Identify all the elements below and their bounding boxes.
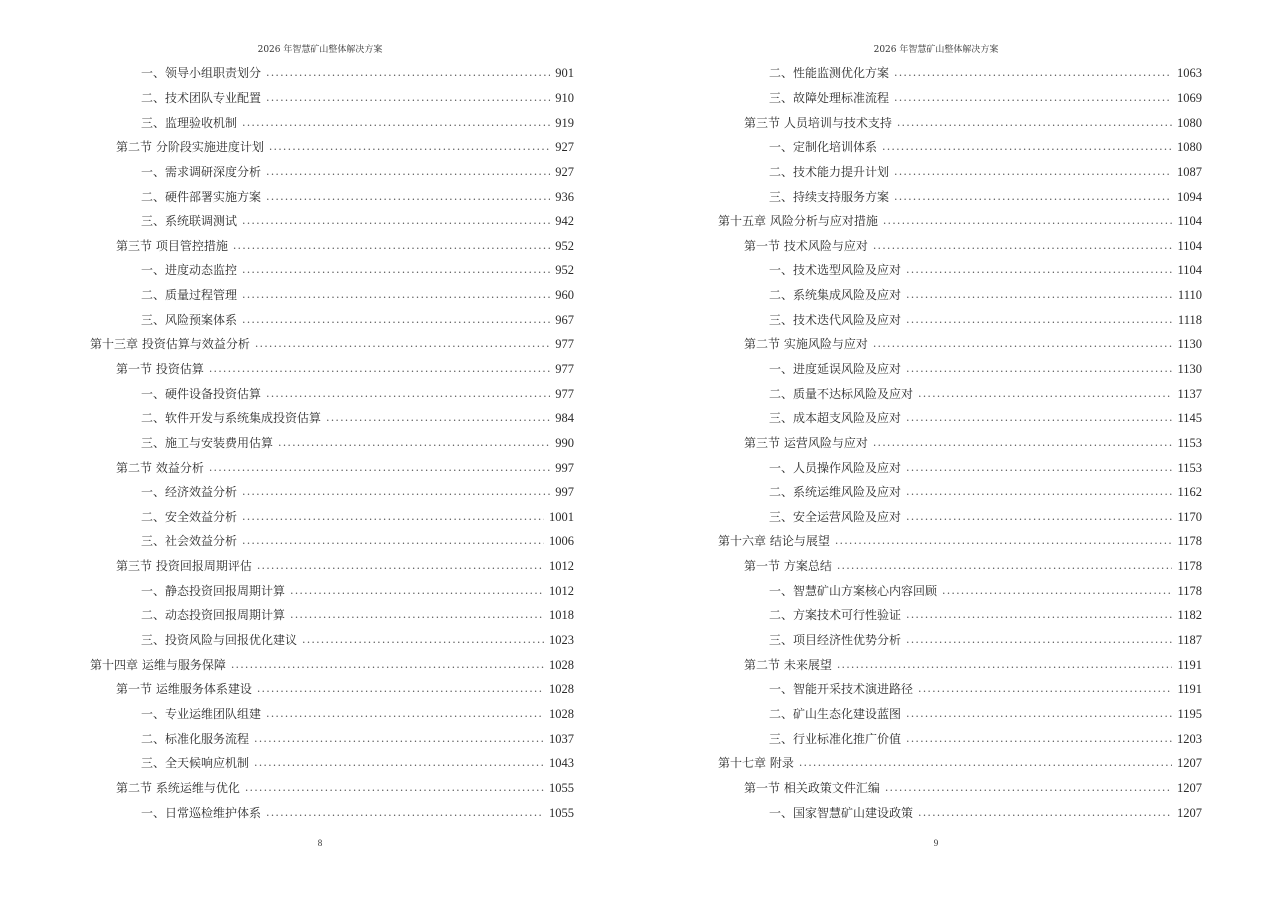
toc-leader-dots xyxy=(326,411,550,425)
toc-entry-title: 第十六章 结论与展望 xyxy=(718,534,830,549)
toc-leader-dots xyxy=(835,534,1173,548)
toc-leader-dots xyxy=(883,214,1173,228)
toc-entry-title: 第一节 方案总结 xyxy=(744,559,832,574)
toc-entry-title: 三、持续支持服务方案 xyxy=(769,189,890,204)
toc-entry-page: 936 xyxy=(555,189,574,204)
toc-entry-title: 二、技术能力提升计划 xyxy=(769,164,890,179)
toc-chapter-entry[interactable] xyxy=(718,529,1202,554)
toc-leader-dots xyxy=(906,313,1173,327)
toc-leader-dots xyxy=(209,461,550,475)
toc-entry-page: 1207 xyxy=(1177,756,1202,771)
toc-entry-page: 1028 xyxy=(549,706,574,721)
toc-leader-dots xyxy=(290,584,544,598)
toc-entry-title: 一、专业运维团队组建 xyxy=(141,706,262,721)
toc-entry-title: 一、人员操作风险及应对 xyxy=(769,460,902,475)
toc-section-entry[interactable] xyxy=(718,110,1202,135)
toc-chapter-entry[interactable] xyxy=(718,751,1202,776)
toc-entry-title: 三、风险预案体系 xyxy=(141,312,238,327)
toc-subsection-entry[interactable] xyxy=(718,726,1202,751)
toc-leader-dots xyxy=(906,485,1172,499)
toc-subsection-entry[interactable] xyxy=(90,381,574,406)
toc-entry-title: 三、安全运营风险及应对 xyxy=(769,509,902,524)
toc-section-entry[interactable] xyxy=(90,357,574,382)
toc-entry-page: 1094 xyxy=(1177,189,1202,204)
toc-leader-dots xyxy=(906,461,1172,475)
toc-entry-title: 二、安全效益分析 xyxy=(141,509,238,524)
toc-entry-page: 1207 xyxy=(1177,780,1202,795)
page-header: 2026 年智慧矿山整体解决方案 xyxy=(257,45,383,55)
toc-subsection-entry[interactable] xyxy=(90,283,574,308)
toc-entry-title: 三、全天候响应机制 xyxy=(141,756,250,771)
toc-subsection-entry[interactable] xyxy=(718,480,1202,505)
toc-entry-page: 1187 xyxy=(1177,633,1202,648)
toc-entry-page: 997 xyxy=(555,485,574,500)
toc-entry-title: 一、智能开采技术演进路径 xyxy=(769,682,914,697)
toc-leader-dots xyxy=(885,781,1172,795)
toc-entry-page: 1018 xyxy=(549,608,574,623)
toc-entry-page: 1145 xyxy=(1177,411,1202,426)
toc-entry-page: 1195 xyxy=(1177,706,1202,721)
toc-subsection-entry[interactable] xyxy=(718,578,1202,603)
toc-entry-title: 第十四章 运维与服务保障 xyxy=(90,657,226,672)
table-of-contents xyxy=(718,61,1202,825)
toc-leader-dots xyxy=(245,781,544,795)
toc-subsection-entry[interactable] xyxy=(90,209,574,234)
toc-leader-dots xyxy=(873,436,1173,450)
toc-entry-page: 1063 xyxy=(1177,66,1202,81)
toc-entry-page: 1178 xyxy=(1177,583,1202,598)
toc-section-entry[interactable] xyxy=(718,554,1202,579)
toc-entry-title: 第三节 运营风险与应对 xyxy=(744,435,868,450)
toc-entry-page: 1191 xyxy=(1177,657,1202,672)
toc-leader-dots xyxy=(242,288,550,302)
toc-entry-title: 三、投资风险与回报优化建议 xyxy=(141,633,298,648)
toc-entry-title: 一、智慧矿山方案核心内容回顾 xyxy=(769,583,938,598)
toc-entry-page: 1023 xyxy=(549,633,574,648)
toc-leader-dots xyxy=(894,190,1172,204)
toc-subsection-entry[interactable] xyxy=(718,61,1202,86)
toc-entry-title: 第一节 相关政策文件汇编 xyxy=(744,780,880,795)
toc-entry-page: 977 xyxy=(555,362,574,376)
toc-entry-page: 952 xyxy=(555,238,574,253)
toc-subsection-entry[interactable] xyxy=(90,258,574,283)
toc-leader-dots xyxy=(242,116,550,130)
toc-leader-dots xyxy=(799,756,1172,770)
toc-entry-page: 1162 xyxy=(1177,485,1202,500)
toc-subsection-entry[interactable] xyxy=(718,381,1202,406)
toc-entry-page: 1012 xyxy=(549,559,574,574)
toc-entry-title: 二、系统集成风险及应对 xyxy=(769,288,902,303)
toc-leader-dots xyxy=(942,584,1172,598)
right-page xyxy=(630,0,1250,900)
toc-entry-title: 二、质量不达标风险及应对 xyxy=(769,386,914,401)
toc-leader-dots xyxy=(266,806,544,820)
toc-entry-page: 1170 xyxy=(1177,509,1202,524)
toc-subsection-entry[interactable] xyxy=(718,135,1202,160)
toc-leader-dots xyxy=(894,165,1172,179)
toc-section-entry[interactable] xyxy=(90,677,574,702)
toc-entry-title: 第三节 人员培训与技术支持 xyxy=(744,115,892,130)
toc-entry-title: 第十三章 投资估算与效益分析 xyxy=(90,337,250,352)
toc-leader-dots xyxy=(918,682,1172,696)
toc-entry-title: 一、国家智慧矿山建设政策 xyxy=(769,805,914,820)
toc-entry-title: 第二节 实施风险与应对 xyxy=(744,337,868,352)
toc-entry-title: 一、技术选型风险及应对 xyxy=(769,263,902,278)
toc-leader-dots xyxy=(231,658,544,672)
toc-leader-dots xyxy=(242,313,550,327)
toc-entry-page: 1110 xyxy=(1177,288,1202,303)
toc-subsection-entry[interactable] xyxy=(718,160,1202,185)
toc-entry-title: 二、质量过程管理 xyxy=(141,288,238,303)
toc-entry-page: 1028 xyxy=(549,657,574,672)
toc-entry-title: 第一节 技术风险与应对 xyxy=(744,238,868,253)
toc-leader-dots xyxy=(906,362,1172,376)
toc-entry-title: 二、方案技术可行性验证 xyxy=(769,608,902,623)
toc-entry-title: 三、施工与安装费用估算 xyxy=(141,435,274,450)
toc-subsection-entry[interactable] xyxy=(718,406,1202,431)
toc-leader-dots xyxy=(894,66,1172,80)
toc-subsection-entry[interactable] xyxy=(90,751,574,776)
toc-leader-dots xyxy=(837,559,1173,573)
toc-section-entry[interactable] xyxy=(90,455,574,480)
toc-leader-dots xyxy=(257,682,544,696)
toc-leader-dots xyxy=(873,337,1173,351)
toc-leader-dots xyxy=(266,707,544,721)
toc-entry-title: 三、项目经济性优势分析 xyxy=(769,633,902,648)
toc-entry-page: 977 xyxy=(555,337,574,352)
toc-entry-title: 第三节 投资回报周期评估 xyxy=(116,559,252,574)
toc-subsection-entry[interactable] xyxy=(718,505,1202,530)
toc-subsection-entry[interactable] xyxy=(90,800,574,825)
toc-entry-page: 942 xyxy=(555,214,574,229)
toc-entry-title: 二、标准化服务流程 xyxy=(141,731,250,746)
toc-subsection-entry[interactable] xyxy=(90,431,574,456)
toc-entry-page: 1087 xyxy=(1177,164,1202,179)
toc-leader-dots xyxy=(873,239,1173,253)
toc-entry-page: 1153 xyxy=(1177,435,1202,450)
toc-entry-page: 1055 xyxy=(549,805,574,820)
toc-entry-page: 1191 xyxy=(1177,682,1202,697)
toc-subsection-entry[interactable] xyxy=(718,800,1202,825)
toc-leader-dots xyxy=(254,732,544,746)
toc-entry-title: 第十七章 附录 xyxy=(718,756,794,771)
toc-section-entry[interactable] xyxy=(90,554,574,579)
toc-entry-page: 1182 xyxy=(1177,608,1202,623)
toc-entry-title: 二、硬件部署实施方案 xyxy=(141,189,262,204)
toc-entry-page: 1055 xyxy=(549,780,574,795)
toc-subsection-entry[interactable] xyxy=(90,628,574,653)
toc-subsection-entry[interactable] xyxy=(718,677,1202,702)
toc-entry-page: 1001 xyxy=(549,509,574,524)
toc-entry-page: 910 xyxy=(555,90,574,105)
toc-leader-dots xyxy=(255,337,550,351)
left-page xyxy=(0,0,620,900)
toc-section-entry[interactable] xyxy=(718,776,1202,801)
toc-chapter-entry[interactable] xyxy=(90,652,574,677)
toc-entry-title: 第十五章 风险分析与应对措施 xyxy=(718,214,878,229)
toc-leader-dots xyxy=(302,633,544,647)
toc-subsection-entry[interactable] xyxy=(90,160,574,185)
toc-entry-title: 三、行业标准化推广价值 xyxy=(769,731,902,746)
toc-entry-title: 一、需求调研深度分析 xyxy=(141,164,262,179)
toc-leader-dots xyxy=(242,510,544,524)
toc-entry-title: 三、社会效益分析 xyxy=(141,534,238,549)
toc-entry-title: 一、进度延误风险及应对 xyxy=(769,362,902,376)
table-of-contents xyxy=(90,61,574,825)
toc-subsection-entry[interactable] xyxy=(718,258,1202,283)
toc-entry-title: 二、性能监测优化方案 xyxy=(769,66,890,81)
toc-leader-dots xyxy=(906,608,1172,622)
toc-entry-title: 一、经济效益分析 xyxy=(141,485,238,500)
toc-leader-dots xyxy=(837,658,1173,672)
toc-entry-page: 984 xyxy=(555,411,574,426)
toc-leader-dots xyxy=(918,387,1172,401)
toc-subsection-entry[interactable] xyxy=(90,110,574,135)
toc-subsection-entry[interactable] xyxy=(90,307,574,332)
toc-leader-dots xyxy=(254,756,544,770)
toc-entry-page: 927 xyxy=(555,164,574,179)
toc-entry-page: 1130 xyxy=(1177,362,1202,376)
toc-entry-page: 952 xyxy=(555,263,574,278)
toc-section-entry[interactable] xyxy=(90,776,574,801)
toc-entry-title: 第二节 系统运维与优化 xyxy=(116,780,240,795)
toc-entry-page: 990 xyxy=(555,435,574,450)
toc-entry-page: 919 xyxy=(555,115,574,130)
toc-entry-title: 一、领导小组职责划分 xyxy=(141,66,262,81)
toc-leader-dots xyxy=(906,633,1172,647)
toc-entry-page: 1006 xyxy=(549,534,574,549)
toc-entry-title: 第二节 效益分析 xyxy=(116,460,204,475)
toc-subsection-entry[interactable] xyxy=(718,283,1202,308)
page-header: 2026 年智慧矿山整体解决方案 xyxy=(873,45,999,55)
page-number: 9 xyxy=(933,838,939,848)
toc-section-entry[interactable] xyxy=(718,233,1202,258)
toc-section-entry[interactable] xyxy=(718,652,1202,677)
toc-entry-page: 1080 xyxy=(1177,115,1202,130)
toc-subsection-entry[interactable] xyxy=(90,702,574,727)
toc-entry-title: 三、技术迭代风险及应对 xyxy=(769,312,902,327)
toc-subsection-entry[interactable] xyxy=(718,307,1202,332)
toc-subsection-entry[interactable] xyxy=(90,480,574,505)
toc-entry-page: 927 xyxy=(555,140,574,155)
toc-leader-dots xyxy=(242,485,550,499)
toc-entry-title: 一、进度动态监控 xyxy=(141,263,238,278)
toc-subsection-entry[interactable] xyxy=(90,184,574,209)
toc-entry-page: 1203 xyxy=(1177,731,1202,746)
toc-leader-dots xyxy=(906,288,1173,302)
toc-subsection-entry[interactable] xyxy=(718,86,1202,111)
toc-entry-page: 1043 xyxy=(549,756,574,771)
toc-chapter-entry[interactable] xyxy=(718,209,1202,234)
toc-subsection-entry[interactable] xyxy=(718,702,1202,727)
toc-leader-dots xyxy=(257,559,544,573)
toc-entry-page: 1012 xyxy=(549,583,574,598)
toc-leader-dots xyxy=(906,707,1172,721)
toc-subsection-entry[interactable] xyxy=(90,578,574,603)
toc-leader-dots xyxy=(266,165,550,179)
toc-entry-page: 1080 xyxy=(1177,140,1202,155)
toc-subsection-entry[interactable] xyxy=(90,529,574,554)
toc-entry-title: 一、定制化培训体系 xyxy=(769,140,878,155)
toc-chapter-entry[interactable] xyxy=(90,332,574,357)
toc-leader-dots xyxy=(906,510,1172,524)
toc-entry-title: 二、软件开发与系统集成投资估算 xyxy=(141,411,322,426)
toc-entry-page: 1104 xyxy=(1177,214,1202,229)
toc-entry-page: 1178 xyxy=(1177,534,1202,549)
toc-section-entry[interactable] xyxy=(90,135,574,160)
toc-subsection-entry[interactable] xyxy=(718,184,1202,209)
toc-subsection-entry[interactable] xyxy=(718,628,1202,653)
toc-subsection-entry[interactable] xyxy=(718,357,1202,382)
toc-leader-dots xyxy=(906,732,1172,746)
toc-leader-dots xyxy=(290,608,544,622)
toc-entry-title: 二、技术团队专业配置 xyxy=(141,90,262,105)
toc-leader-dots xyxy=(242,214,550,228)
toc-leader-dots xyxy=(266,66,550,80)
toc-entry-page: 977 xyxy=(555,386,574,401)
toc-entry-page: 1137 xyxy=(1177,386,1202,401)
toc-leader-dots xyxy=(266,91,550,105)
toc-entry-page: 1207 xyxy=(1177,805,1202,820)
toc-subsection-entry[interactable] xyxy=(90,406,574,431)
page-number: 8 xyxy=(317,838,323,848)
toc-leader-dots xyxy=(894,91,1172,105)
toc-subsection-entry[interactable] xyxy=(718,455,1202,480)
toc-entry-title: 第三节 项目管控措施 xyxy=(116,238,228,253)
toc-leader-dots xyxy=(209,362,550,376)
toc-leader-dots xyxy=(266,190,550,204)
toc-entry-title: 第二节 未来展望 xyxy=(744,657,832,672)
toc-leader-dots xyxy=(233,239,550,253)
toc-entry-title: 三、监理验收机制 xyxy=(141,115,238,130)
toc-section-entry[interactable] xyxy=(718,332,1202,357)
toc-entry-page: 1037 xyxy=(549,731,574,746)
toc-subsection-entry[interactable] xyxy=(718,603,1202,628)
toc-entry-page: 1178 xyxy=(1177,559,1202,574)
toc-entry-page: 1118 xyxy=(1177,312,1202,327)
toc-entry-title: 三、成本超支风险及应对 xyxy=(769,411,902,426)
toc-leader-dots xyxy=(918,806,1172,820)
toc-entry-title: 第一节 投资估算 xyxy=(116,362,204,376)
toc-subsection-entry[interactable] xyxy=(90,726,574,751)
toc-subsection-entry[interactable] xyxy=(90,86,574,111)
toc-leader-dots xyxy=(906,263,1172,277)
toc-leader-dots xyxy=(906,411,1172,425)
toc-entry-page: 901 xyxy=(555,66,574,81)
toc-entry-page: 1104 xyxy=(1177,263,1202,278)
toc-entry-page: 1028 xyxy=(549,682,574,697)
toc-entry-title: 二、系统运维风险及应对 xyxy=(769,485,902,500)
toc-entry-page: 1069 xyxy=(1177,90,1202,105)
toc-entry-page: 1104 xyxy=(1177,238,1202,253)
toc-entry-page: 1153 xyxy=(1177,460,1202,475)
toc-entry-page: 960 xyxy=(555,288,574,303)
toc-leader-dots xyxy=(278,436,550,450)
toc-subsection-entry[interactable] xyxy=(90,61,574,86)
toc-leader-dots xyxy=(269,140,550,154)
toc-entry-title: 第一节 运维服务体系建设 xyxy=(116,682,252,697)
toc-entry-title: 二、动态投资回报周期计算 xyxy=(141,608,286,623)
toc-subsection-entry[interactable] xyxy=(90,603,574,628)
toc-leader-dots xyxy=(897,116,1172,130)
toc-entry-title: 一、静态投资回报周期计算 xyxy=(141,583,286,598)
toc-entry-title: 二、矿山生态化建设蓝图 xyxy=(769,706,902,721)
toc-leader-dots xyxy=(242,263,550,277)
toc-entry-title: 第二节 分阶段实施进度计划 xyxy=(116,140,264,155)
toc-leader-dots xyxy=(882,140,1172,154)
toc-section-entry[interactable] xyxy=(718,431,1202,456)
toc-entry-page: 967 xyxy=(555,312,574,327)
toc-entry-title: 一、硬件设备投资估算 xyxy=(141,386,262,401)
toc-entry-title: 三、系统联调测试 xyxy=(141,214,238,229)
toc-leader-dots xyxy=(242,534,544,548)
toc-entry-title: 一、日常巡检维护体系 xyxy=(141,805,262,820)
toc-entry-page: 997 xyxy=(555,460,574,475)
toc-leader-dots xyxy=(266,387,550,401)
toc-subsection-entry[interactable] xyxy=(90,505,574,530)
toc-section-entry[interactable] xyxy=(90,233,574,258)
toc-entry-page: 1130 xyxy=(1177,337,1202,352)
toc-entry-title: 三、故障处理标准流程 xyxy=(769,90,890,105)
